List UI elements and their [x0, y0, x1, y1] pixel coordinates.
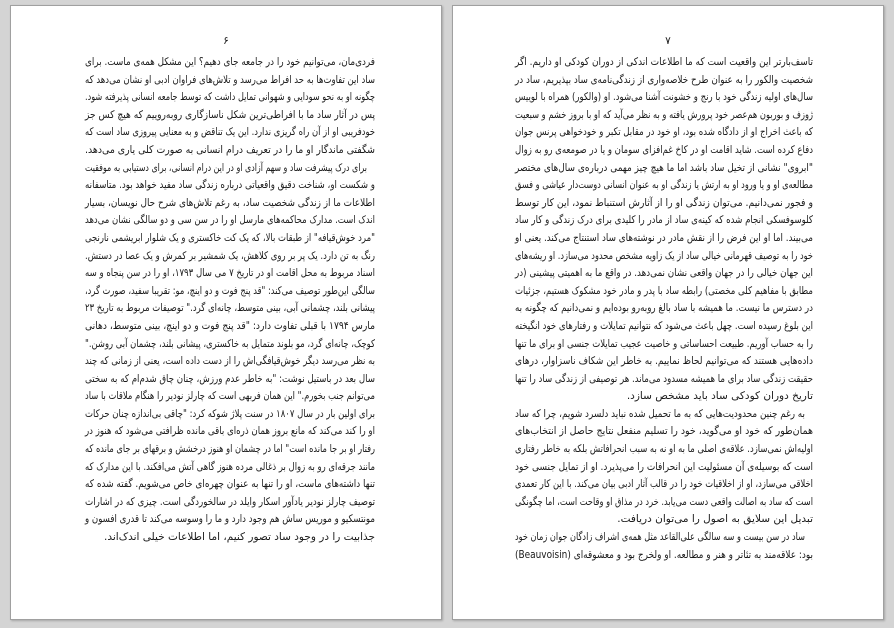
text-line: اولیه‌اش نمی‌سازد. علاقه‌ی اصلی ما به او نه به سبب انحرافاتش بلکه به خاطر رفتاری: [515, 443, 813, 456]
text-line: ساد در سن بیست و سه سالگی علی‌القاعد مثل همه‌ی اشراف زادگان جوان زمان خود: [515, 531, 805, 544]
text-line: است که بوسیله‌ی آن مسئولیت این انحرافات را می‌پذیرد. او از تمایل جنسی خود: [515, 460, 813, 473]
text-line: کوچک، چانه‌ای گرد، مو بلوند متمایل به خاکستری، پیشانی بلند، چشمان آبی روشن.": [85, 337, 375, 350]
text-line: می‌بیند. اما او این فرض را از نقش مادر در نوشته‌های ساد استنتاج می‌کند. یعنی او: [515, 231, 813, 244]
text-line: جذابیت را در وجود ساد تصور کنیم، اما اطلاعات خیلی اندک‌اند.: [104, 531, 375, 544]
text-line: تاسف‌بارتر این واقعیت است که ما اطلاعات اندکی از دوران کودکی او داریم. اگر: [515, 56, 813, 68]
text-line: اندک است. مدارک محاکمه‌های مارسل او را در سن سی و دو سالگی نشان می‌دهد: [85, 214, 376, 227]
text-line: سال‌های اولیه زندگی خود با رنج و خشونت آشنا می‌شود. او (والکور) همراه با لوییس: [515, 91, 813, 104]
text-line: این جهان خیالی را در جهان واقعی نشان نمی‌دهد. در واقع ما به اهمیتی پیشینی (در: [515, 267, 813, 280]
text-line: چگونه او به نحو سودایی و شهوانی تمایل داشت که توسط جامعه انسانی پذیرفته شود.: [85, 91, 375, 104]
text-line: خودفریبی او از آن راه گریزی ندارد. این یک تناقض و به معنایی پیروزی ساد است که: [84, 126, 375, 139]
text-line: مانند جرقه‌ای رو به زوال بر ذغالی مرده هنوز گاهی آتش می‌افکند. با این مدارک که: [85, 460, 375, 473]
left-page: [10, 5, 442, 620]
text-line: ساد این تفاوت‌ها به حد افراط می‌رسد و تلاش‌های فراوان ادبی او نشان می‌دهد که: [85, 73, 375, 86]
text-line: حقیقت زندگی ساد برای ما همیشه مسدود می‌ماند. هر توصیفی از زندگی ساد را تنها: [515, 372, 813, 385]
text-line: رفتار او بر جا مانده است" اما در چشمان او هنوز درخشش و برقهای بر جای مانده که: [84, 443, 375, 456]
text-line: پس در آثار ساد ما با افراطی‌ترین شکل ناسازگاری روبه‌روییم که هیچ کس جز: [85, 108, 375, 121]
text-line: ژوزف و بوربون هم‌عصر خود پرورش یافته و به نظر می‌آید که او با بروز خشم و سبعیت: [515, 108, 813, 121]
text-line: سالگی این‌طور توصیف می‌کند: "قد پنج فوت و دو اینچ، مو: تقریبا سفید، صورت گرد،: [85, 284, 375, 297]
page-number: ۷: [665, 35, 671, 47]
text-line: تاریخ دوران کودکی ساد باید مشخص سازد.: [626, 390, 813, 403]
text-line: "ابروی" نشانی از تخیل ساد باشد اما ما هیچ چیز مهمی درباره‌ی سال‌های مختصر: [515, 161, 813, 174]
text-line: می‌توانم جنب بخورم." این همان فربهی است که چارلز نودیر را هنگام ملاقات با ساد: [84, 390, 375, 403]
text-line: پیشانی بلند، چشمانی آبی، بینی متوسط، چانه‌ای گرد." توصیفات مربوط به تاریخ ۲۳: [84, 302, 375, 315]
text-line: داده‌هایی هستند که می‌توانیم لحاظ نماییم. به خاطر این شکاف ناسزاوار، درهای: [515, 355, 813, 368]
text-line: مارس ۱۷۹۴ با قبلی تفاوت دارد: "قد پنج فوت و دو اینچ، بینی متوسط، دهانی: [85, 319, 375, 332]
text-line: "مرد خوش‌قیافه" از طبقات بالا، که یک کت خاکستری و یک شلوار ابریشمی نارنجی: [85, 231, 375, 244]
text-line: شگفتی ماندگار او ما را در تعریف درام انسانی به صورت کلی یاری می‌دهد.: [85, 143, 375, 156]
text-line: او را کند می‌کند که مانع بروز همان ذره‌ای باقی مانده ظرافتی می‌شود که هنوز در: [85, 425, 375, 438]
page-number: ۶: [223, 35, 229, 47]
text-line: به نظر می‌رسد دیگر خوش‌قیافگی‌اش را از دست داده است، یعنی از زمانی که چند: [85, 355, 376, 368]
text-line: توصیف چارلز نودیر یادآور اسکار وایلد در سالخوردگی است. چیزی که در اشارات: [84, 495, 375, 508]
text-line: تنها داشته‌های ماست، او را تنها به عنوان چهره‌ای خاص می‌شویم. گفته شده که: [85, 478, 375, 491]
text-line: بود: علاقه‌مند به تئاتر و هنر و مطالعه. او ولخرج بود و معشوقه‌ای (Beauvoisin): [515, 548, 813, 561]
text-line: است که ساد به اصالت واقعی دست می‌یابد. خرد در مذاق او وقاحت است، اما چگونگی: [515, 495, 813, 508]
text-line: که باعث اخراج او از دادگاه شده بود، او خود در مقابل تکبر و خودخواهی پرنس جوان: [515, 126, 813, 139]
text-line: اطلاعات ما از زندگی شخصیت ساد، به رغم تلاش‌های شرح حال نویسان، بسیار: [85, 196, 375, 209]
text-line: را به حساب آوریم. طبیعت احساساتی و خاصیت عجیب تمایلات جنسی او برای ما تنها: [515, 337, 813, 350]
text-line: مطالعه‌ی او و یا ورود او به ارتش یا زندگی او به عنوان انسانی دوست‌دار عیاشی و فسق: [515, 179, 813, 192]
text-line: کلوسوفسکی انجام شده که کینه‌ی ساد از مادر را کلیدی برای درک زندگی و کار ساد: [515, 214, 813, 227]
text-line: دفاع کرده است. شاید اقامت او در کاخ غم‌افزای سومان و یا در صومعه‌ی رو به زوال: [515, 143, 813, 156]
text-line: سال بعد در باستیل نوشت: "به خاطر عدم ورزش، چنان چاق شدم‌ام که به سختی: [85, 372, 375, 385]
text-line: مونتسکیو و موریس ساش هم وجود دارد و ما را وسوسه می‌کند تا قدری افسون و: [85, 513, 375, 526]
text-line: خود را به توصیف قهرمانی خیالی ساد از یک زاویه مشخص محدود می‌سازد. او ریشه‌های: [515, 249, 813, 262]
text-line: در دسترس ما نیست. ما همیشه با ساد بالغ روبه‌رو بوده‌ایم و نمی‌دانیم که چگونه به: [515, 302, 813, 315]
page-text: [515, 54, 813, 564]
text-line: برای اولین بار در سال ۱۸۰۷ در سنت پلاژ شوکه کرد: "چاقی بی‌اندازه چنان حرکات: [85, 407, 375, 420]
text-line: اخلاقی می‌سازد، او از اخلاقیات خود را در قالب آثار ادبی بیان می‌کند. با این کار تعمدی: [515, 478, 813, 491]
text-line: اسناد مربوط به محل اقامت او در تاریخ ۷ می سال ۱۷۹۳، او را در سن پنجاه و سه: [84, 267, 375, 280]
text-line: رنگ به تن دارد. یک پر بر روی کلاهش، یک شمشیر بر کمرش و یک عصا در دستش.: [84, 249, 375, 262]
text-line: برای درک پیشرفت ساد و سهم آزادی او در این درام انسانی، برای دستیابی به موفقیت: [85, 161, 368, 174]
text-line: مطابق با مفاهیم کلی مخصتی) رابطه ساد با پدر و مادر خود مشکوک هستیم، جزئیات: [515, 284, 813, 297]
text-line: همان‌طور که خود او می‌گوید، خود را تسلیم منفعل نتایج حاصل از انتخاب‌های: [515, 425, 813, 438]
text-line: و فجور نمی‌دانیم. می‌توان زندگی او را از آثارش استنباط نمود، این کار توسط: [515, 196, 813, 209]
page-text: [85, 54, 375, 547]
text-line: شخصیت والکور را به عنوان طرح خلاصه‌واری از زندگی‌نامه‌ی ساد بپذیریم، ساد در: [515, 73, 813, 86]
right-page: [452, 5, 884, 620]
text-line: و شکست او، شناخت دقیق واقعیاتی درباره زندگی ساد مفید خواهد بود. متاسفانه: [85, 179, 375, 192]
text-line: به رغم چنین محدودیت‌هایی که به ما تحمیل شده نباید دلسرد شویم، چرا که ساد: [515, 407, 805, 420]
text-line: این بلوغ رسیده است. چهل باعث می‌شود که نتوانیم تمایلات و رفتارهای خود انگیخته: [515, 319, 813, 332]
text-line: تبدیل این سلایق به اصول را می‌توان دریافت.: [617, 513, 813, 526]
text-line: فردی‌مان، می‌توانیم خود را در جامعه جای دهیم؟ این مشکل همه‌ی ماست. برای: [85, 56, 375, 68]
